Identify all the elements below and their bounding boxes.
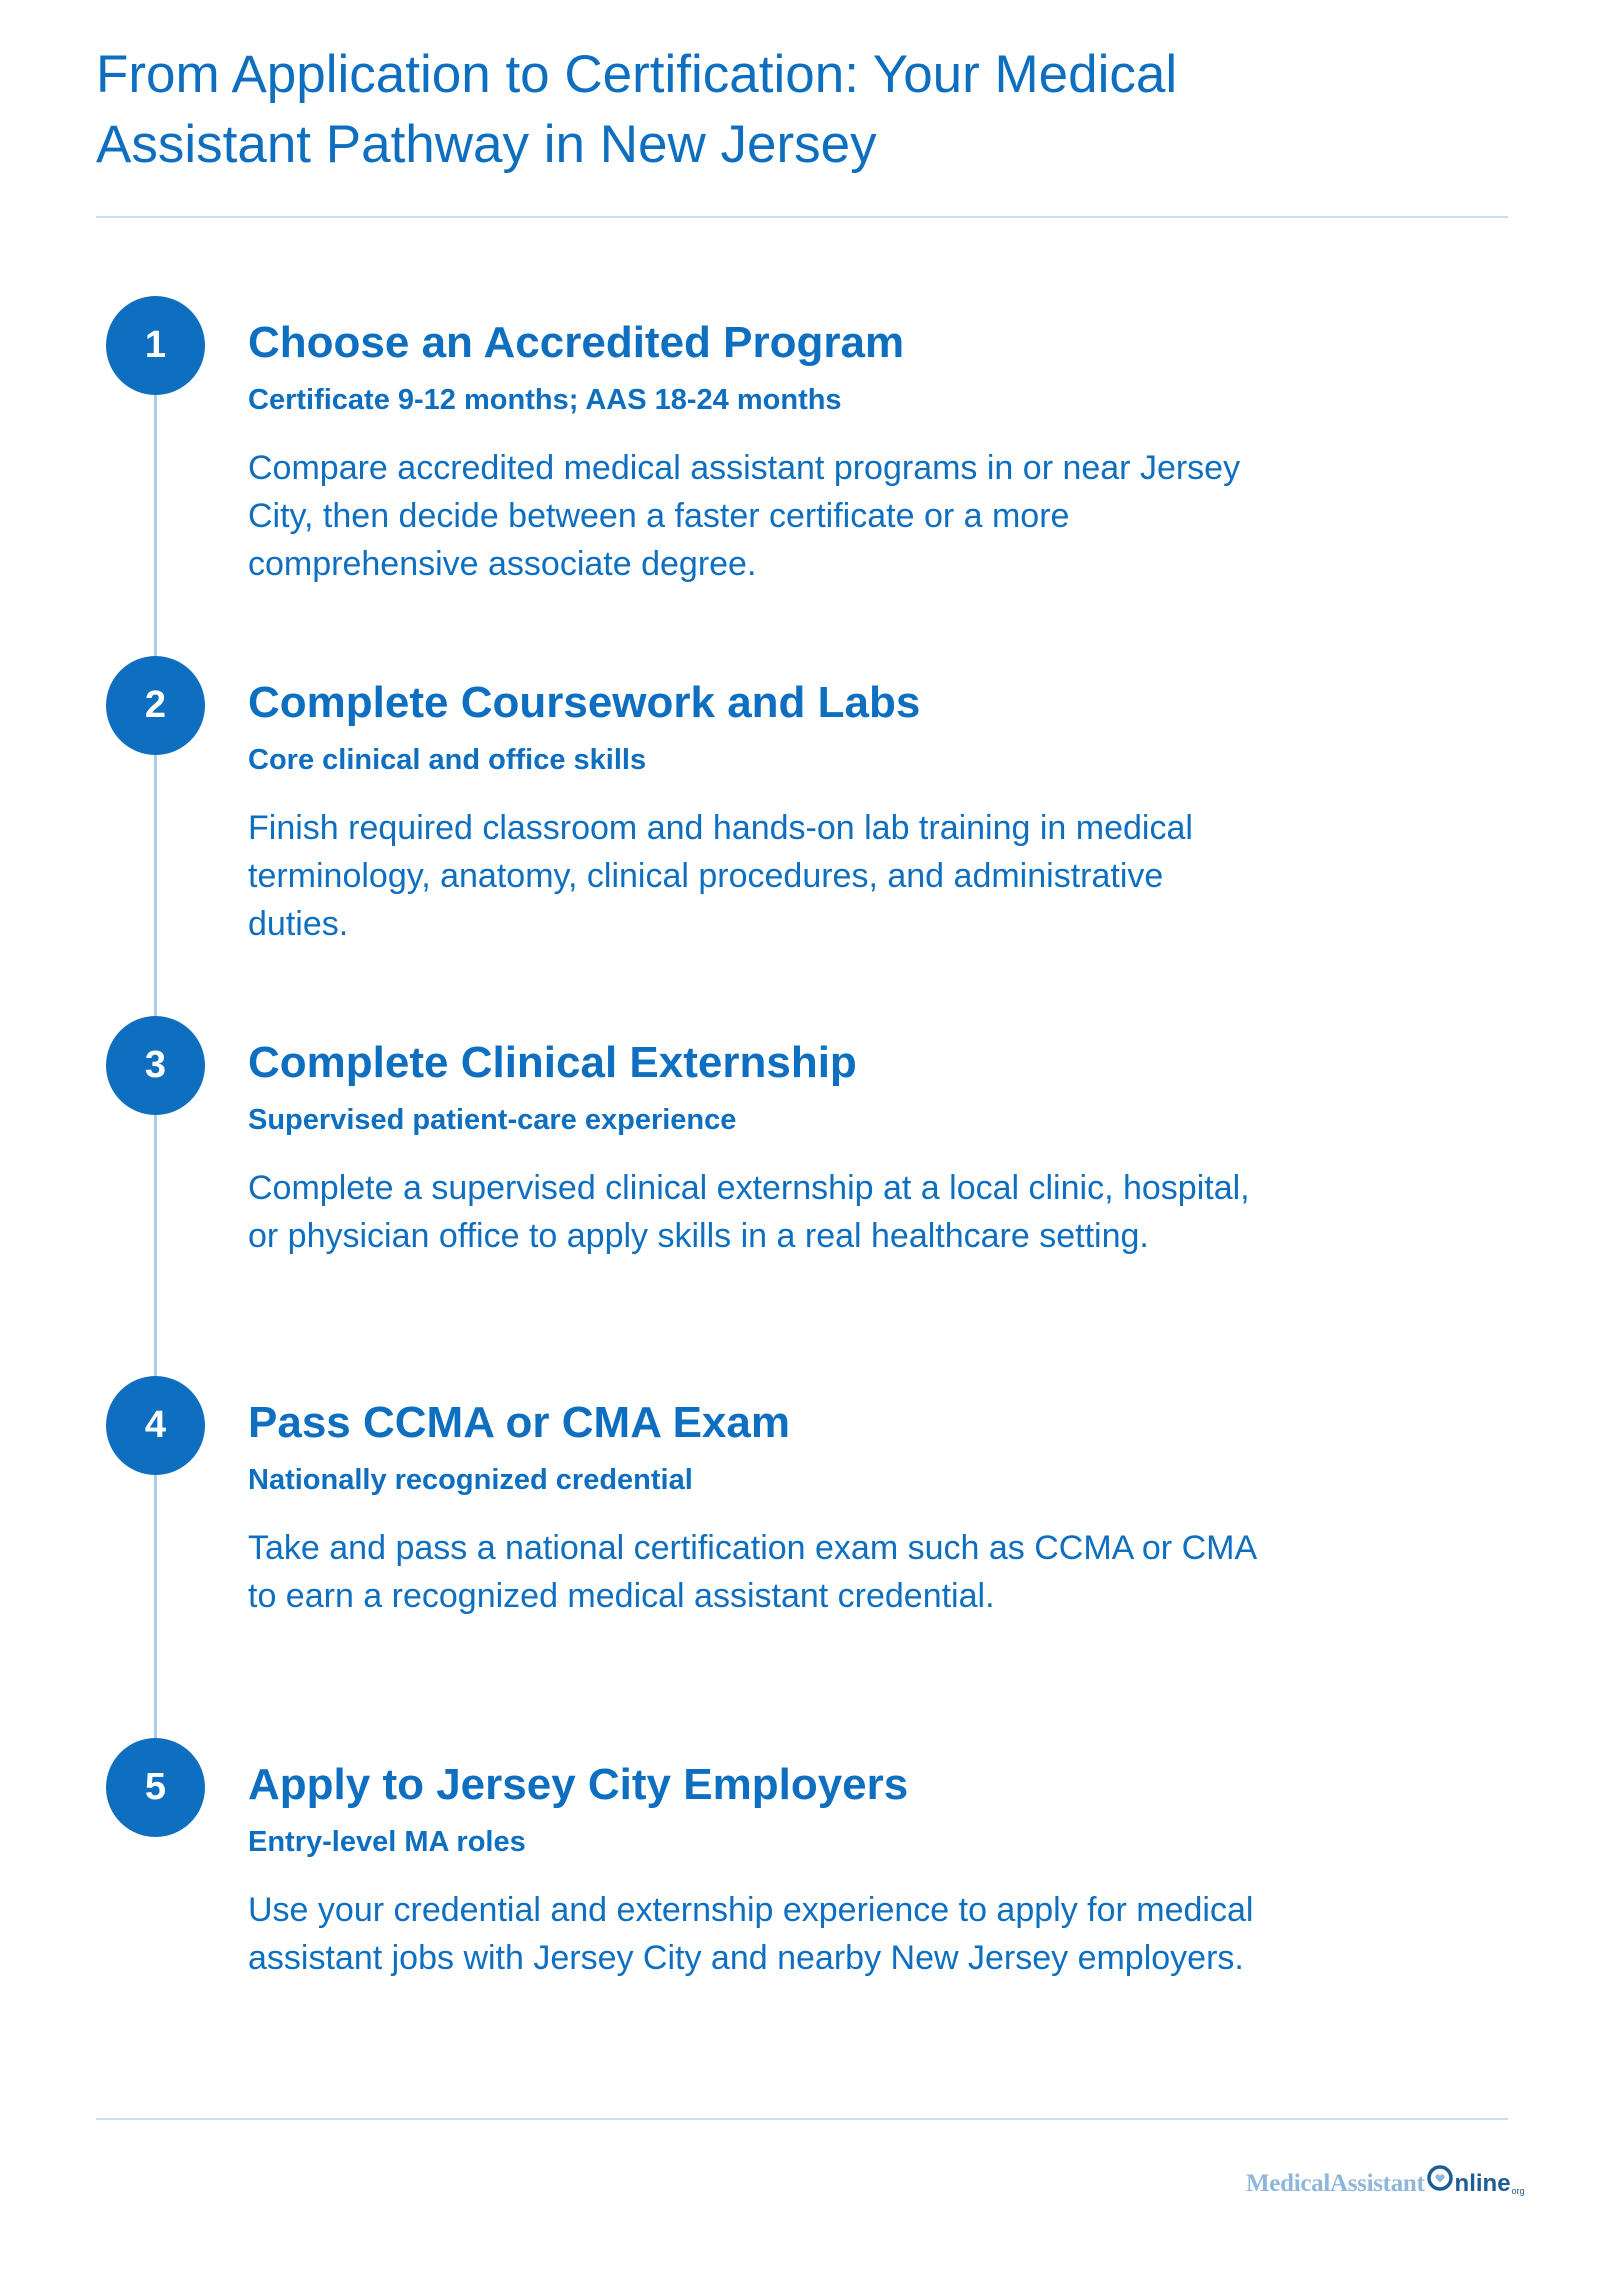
step-number-badge: 5 xyxy=(106,1738,205,1837)
step-description: Take and pass a national certification exam such as CCMA or CMA to earn a recognized medical assistant credential. xyxy=(248,1529,1256,1615)
medical-assistant-online-logo xyxy=(1246,2154,1525,2198)
step-subtitle: Certificate 9-12 months; AAS 18-24 months xyxy=(248,384,842,416)
step-description: Finish required classroom and hands-on lab training in medical terminology, anatomy, clinical procedures, and administrative duties. xyxy=(248,809,1193,943)
top-divider xyxy=(96,216,1508,218)
bottom-divider xyxy=(96,2118,1508,2120)
stethoscope-o-icon xyxy=(1425,2163,1455,2198)
logo-text-main: MedicalAssistant xyxy=(1246,2170,1425,2197)
logo-text-org: org xyxy=(1511,2186,1525,2196)
page-title: From Application to Certification: Your Medical Assistant Pathway in New Jersey xyxy=(96,45,1178,174)
logo-text-online: nline xyxy=(1454,2170,1511,2197)
step-number-badge: 2 xyxy=(106,656,205,755)
step-title: Choose an Accredited Program xyxy=(248,318,905,367)
step-description: Compare accredited medical assistant programs in or near Jersey City, then decide between a faster certificate or a more comprehensive associate degree. xyxy=(248,449,1241,583)
step-number-badge: 4 xyxy=(106,1376,205,1475)
step-title: Complete Coursework and Labs xyxy=(248,678,921,727)
step-subtitle: Core clinical and office skills xyxy=(248,744,647,776)
step-description: Use your credential and externship experience to apply for medical assistant jobs with Jersey City and nearby New Jersey employers. xyxy=(248,1891,1254,1977)
step-title: Complete Clinical Externship xyxy=(248,1038,857,1087)
step-subtitle: Supervised patient-care experience xyxy=(248,1104,737,1136)
step-description: Complete a supervised clinical externship at a local clinic, hospital, or physician office to apply skills in a real healthcare setting. xyxy=(248,1169,1250,1255)
step-subtitle: Entry-level MA roles xyxy=(248,1826,526,1858)
step-number-badge: 1 xyxy=(106,296,205,395)
step-title: Pass CCMA or CMA Exam xyxy=(248,1398,790,1447)
step-number-badge: 3 xyxy=(106,1016,205,1115)
step-subtitle: Nationally recognized credential xyxy=(248,1464,693,1496)
step-title: Apply to Jersey City Employers xyxy=(248,1760,909,1809)
